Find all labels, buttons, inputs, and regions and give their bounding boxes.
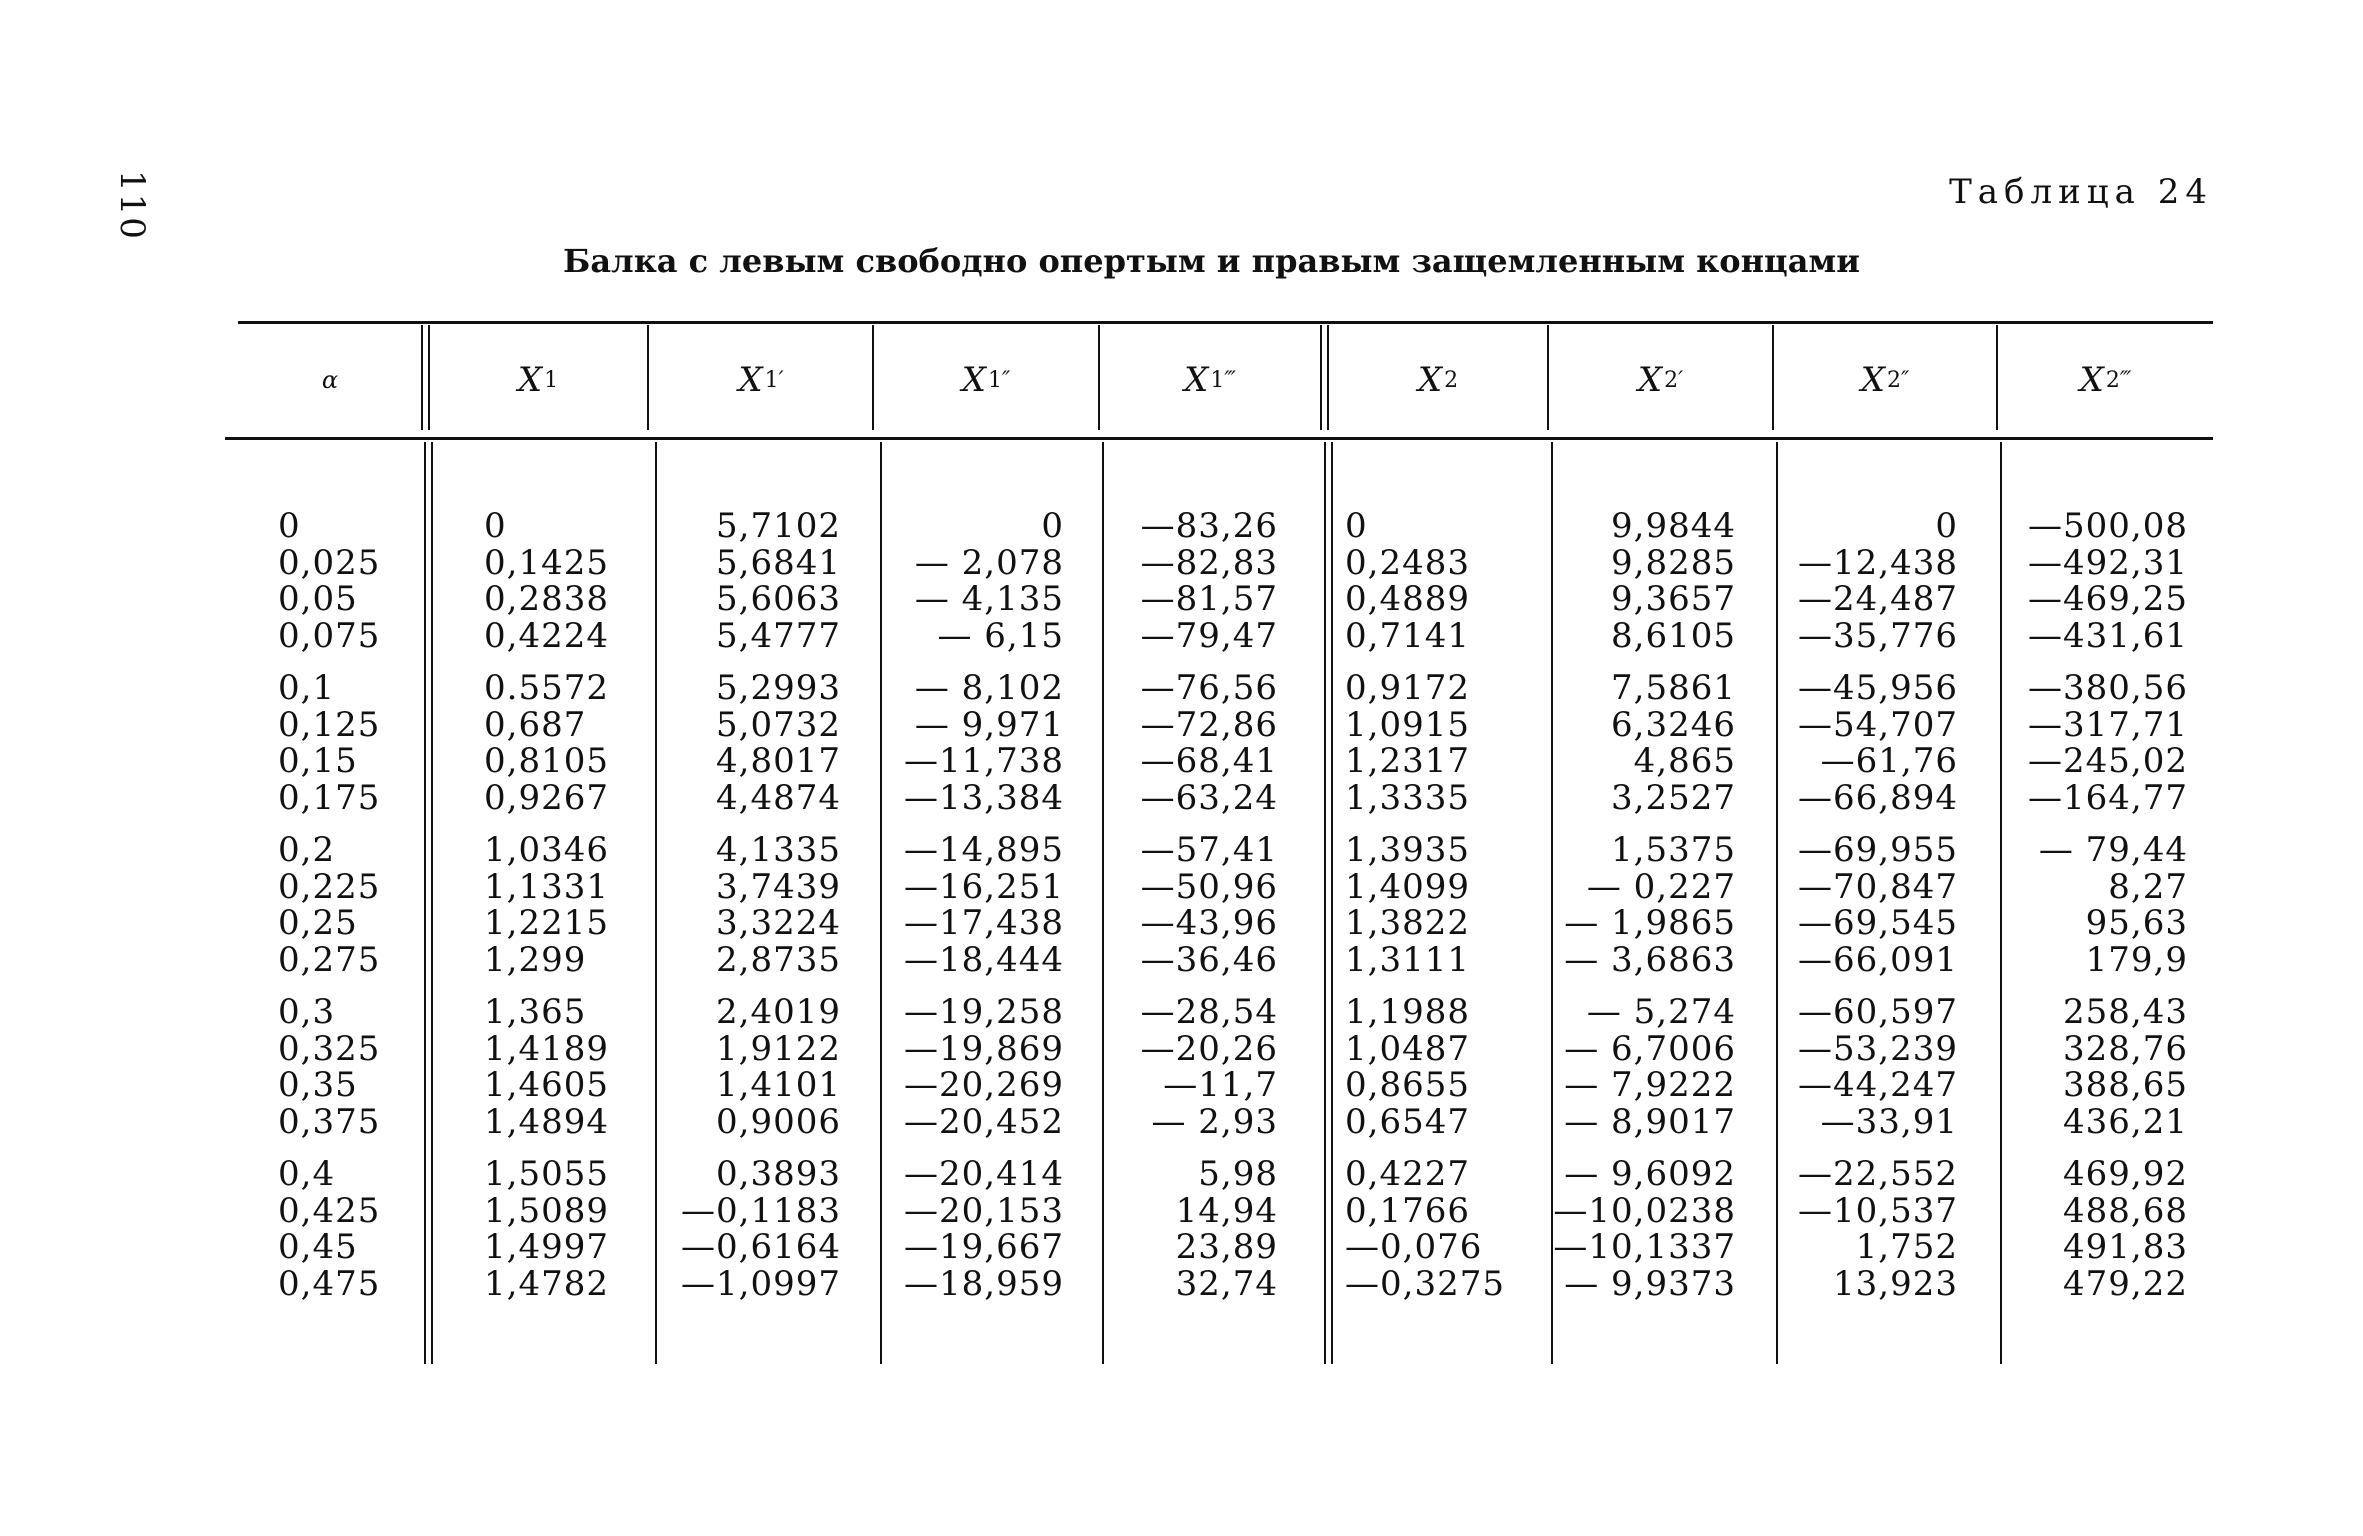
table-cell: 0,025: [278, 542, 381, 583]
table-cell: 5,4777: [716, 615, 841, 656]
column-x1: [484, 508, 609, 1318]
header-x1p-letter: X: [738, 360, 763, 400]
table-cell: 5,2993: [716, 668, 841, 708]
table-cell: —20,452: [904, 1101, 1064, 1142]
table-cell: 469,92: [2063, 1154, 2188, 1194]
column-x2-double-prime: [1798, 508, 1958, 1318]
row-group: [2028, 994, 2188, 1140]
row-group: [904, 1156, 1064, 1302]
table-cell: —79,47: [1140, 615, 1278, 656]
table-cell: —20,26: [1140, 1028, 1278, 1069]
table-cell: 0,175: [278, 777, 381, 818]
table-cell: 0,05: [278, 579, 358, 619]
row-group: [1141, 1156, 1278, 1302]
table-cell: 0,35: [278, 1065, 358, 1105]
row-group: [1798, 994, 1958, 1140]
row-group: [681, 994, 841, 1140]
header-x2-letter: X: [1417, 360, 1443, 400]
table-cell: —68,41: [1140, 741, 1278, 781]
column-x1-prime: [681, 508, 841, 1318]
table-cell: 32,74: [1175, 1263, 1278, 1304]
table-cell: 0,9006: [716, 1101, 841, 1142]
table-cell: 9,3657: [1611, 579, 1736, 619]
header-x1ppp-letter: X: [1184, 360, 1209, 400]
row-group: [1141, 670, 1278, 816]
table-cell: 0,475: [278, 1263, 381, 1304]
table-cell: —0,6164: [681, 1227, 841, 1267]
body-divider: [1102, 442, 1104, 1364]
table-cell: —72,86: [1140, 704, 1278, 745]
body-divider: [655, 442, 657, 1364]
page-number: 110: [112, 170, 152, 241]
table-cell: 0,4227: [1345, 1154, 1470, 1194]
table-cell: —22,552: [1798, 1154, 1958, 1194]
header-alpha-label: α: [321, 366, 339, 394]
body-divider: [424, 442, 426, 1364]
row-group: [904, 994, 1064, 1140]
body-divider: [2000, 442, 2002, 1364]
table-cell: —500,08: [2028, 506, 2188, 546]
header-x2-sub: 2: [1444, 367, 1459, 393]
table-cell: —245,02: [2028, 741, 2188, 781]
table-cell: —12,438: [1798, 542, 1958, 583]
table-cell: — 9,6092: [1564, 1154, 1736, 1194]
table-cell: —10,0238: [1553, 1190, 1736, 1231]
table-cell: —492,31: [2028, 542, 2188, 583]
table-cell: —81,57: [1140, 579, 1278, 619]
table-cell: —82,83: [1140, 542, 1278, 583]
table-cell: 1,5375: [1611, 830, 1736, 870]
row-group: [681, 832, 841, 978]
table-cell: 0.5572: [484, 668, 609, 708]
table-cell: —380,56: [2028, 668, 2188, 708]
header-alpha: [240, 330, 420, 430]
table-cell: 1,2317: [1345, 741, 1470, 781]
table-cell: 0,9267: [484, 777, 609, 818]
table-cell: —19,258: [904, 992, 1064, 1032]
table-cell: 0,1: [278, 668, 336, 708]
table-cell: 0,4224: [484, 615, 609, 656]
header-x1pp-mark: ″: [1002, 367, 1011, 393]
header-x2p-mark: ′: [1678, 367, 1684, 393]
table-cell: 5,98: [1198, 1154, 1278, 1194]
table-cell: 0,275: [278, 939, 381, 980]
header-x2pp-sub: 2: [1887, 367, 1901, 393]
row-group: [1345, 832, 1505, 978]
column-alpha: [278, 508, 380, 1318]
table-cell: —0,076: [1345, 1227, 1483, 1267]
table-cell: 9,8285: [1611, 542, 1736, 583]
table-cell: — 9,9373: [1564, 1263, 1736, 1304]
table-cell: —35,776: [1798, 615, 1958, 656]
header-x1ppp-mark: ‴: [1224, 367, 1236, 393]
table-cell: — 3,6863: [1564, 939, 1736, 980]
table-cell: —0,3275: [1345, 1263, 1505, 1304]
table-cell: 388,65: [2063, 1065, 2188, 1105]
table-cell: 13,923: [1833, 1263, 1958, 1304]
header-x1pp-sub: 1: [988, 367, 1002, 393]
table-cell: 1,0346: [484, 830, 609, 870]
table-cell: —60,597: [1798, 992, 1958, 1032]
row-group: [1798, 508, 1958, 654]
table-cell: 1,5055: [484, 1154, 609, 1194]
header-x1ppp-sub: 1: [1210, 367, 1225, 393]
table-cell: —45,956: [1798, 668, 1958, 708]
table-cell: 491,83: [2063, 1227, 2188, 1267]
table-cell: —164,77: [2028, 777, 2188, 818]
row-group: [1553, 832, 1736, 978]
row-group: [904, 508, 1064, 654]
row-group: [1345, 508, 1505, 654]
table-cell: 1,3822: [1345, 903, 1470, 943]
column-x1-triple-prime: [1141, 508, 1278, 1318]
table-cell: —20,153: [904, 1190, 1064, 1231]
table-cell: 0: [484, 506, 507, 546]
table-cell: — 2,93: [1151, 1101, 1278, 1142]
header-x2ppp-mark: ‴: [2119, 367, 2132, 393]
row-group: [904, 832, 1064, 978]
table-cell: —66,894: [1798, 777, 1958, 818]
table-cell: 0: [278, 506, 301, 546]
table-cell: —469,25: [2028, 579, 2188, 619]
table-cell: 4,8017: [716, 741, 841, 781]
table-cell: —57,41: [1140, 830, 1278, 870]
table-cell: 0,2838: [484, 579, 609, 619]
header-x2pp-mark: ″: [1901, 367, 1910, 393]
table-cell: —20,414: [904, 1154, 1064, 1194]
table-cell: 1,299: [484, 939, 587, 980]
header-x2-double-prime: [1774, 330, 1996, 430]
table-cell: 1,3935: [1345, 830, 1470, 870]
table-cell: —66,091: [1798, 939, 1958, 980]
table-cell: 8,6105: [1611, 615, 1736, 656]
table-cell: 1,2215: [484, 903, 609, 943]
table-cell: —16,251: [904, 866, 1064, 907]
row-group: [2028, 670, 2188, 816]
table-cell: —63,24: [1140, 777, 1278, 818]
table-cell: 258,43: [2063, 992, 2188, 1032]
table-cell: 0: [1041, 506, 1064, 546]
row-group: [1553, 994, 1736, 1140]
row-group: [484, 994, 609, 1140]
table-cell: 95,63: [2085, 903, 2188, 943]
row-group: [1798, 832, 1958, 978]
table-cell: 14,94: [1175, 1190, 1278, 1231]
header-divider: [1320, 325, 1322, 430]
table-cell: —317,71: [2028, 704, 2188, 745]
row-group: [1553, 670, 1736, 816]
table-cell: 0,325: [278, 1028, 381, 1069]
row-group: [1553, 1156, 1736, 1302]
table-cell: — 6,7006: [1564, 1028, 1736, 1069]
header-x1-sub: 1: [544, 367, 559, 393]
table-cell: —18,959: [904, 1263, 1064, 1304]
table-cell: —11,7: [1163, 1065, 1278, 1105]
table-cell: 0,687: [484, 704, 587, 745]
row-group: [681, 1156, 841, 1302]
table-cell: 0,7141: [1345, 615, 1470, 656]
table-cell: —69,955: [1798, 830, 1958, 870]
table-cell: 0,15: [278, 741, 358, 781]
table-caption: Таблица 24: [1949, 172, 2213, 212]
table-cell: 3,7439: [716, 866, 841, 907]
table-top-rule: [238, 321, 2213, 324]
table-cell: 0,25: [278, 903, 358, 943]
table-cell: — 2,078: [914, 542, 1064, 583]
row-group: [2028, 508, 2188, 654]
table-cell: —50,96: [1140, 866, 1278, 907]
header-x2: [1329, 330, 1547, 430]
row-group: [1553, 508, 1736, 654]
table-cell: 1,4997: [484, 1227, 609, 1267]
row-group: [1345, 994, 1505, 1140]
table-cell: —13,384: [904, 777, 1064, 818]
table-cell: 9,9844: [1611, 506, 1736, 546]
table-cell: 1,752: [1855, 1227, 1958, 1267]
table-cell: 0,375: [278, 1101, 381, 1142]
table-cell: — 5,274: [1586, 992, 1736, 1032]
table-cell: 4,1335: [716, 830, 841, 870]
table-cell: 1,0915: [1345, 704, 1470, 745]
column-x2-prime: [1553, 508, 1736, 1318]
header-divider: [421, 325, 423, 430]
column-x2-triple-prime: [2028, 508, 2188, 1318]
table-cell: 0,6547: [1345, 1101, 1470, 1142]
table-cell: —18,444: [904, 939, 1064, 980]
table-cell: 5,6841: [716, 542, 841, 583]
table-cell: — 8,9017: [1564, 1101, 1736, 1142]
table-cell: 5,6063: [716, 579, 841, 619]
table-cell: 1,4605: [484, 1065, 609, 1105]
row-group: [278, 1156, 380, 1302]
table-cell: —19,869: [904, 1028, 1064, 1069]
table-cell: —44,247: [1798, 1065, 1958, 1105]
table-cell: 1,3111: [1345, 939, 1470, 980]
table-cell: —76,56: [1140, 668, 1278, 708]
header-x2ppp-sub: 2: [2105, 367, 2120, 393]
table-cell: —53,239: [1798, 1028, 1958, 1069]
header-divider: [647, 325, 649, 430]
row-group: [1798, 670, 1958, 816]
table-cell: 1,9122: [716, 1028, 841, 1069]
table-cell: 0,1425: [484, 542, 609, 583]
body-divider: [880, 442, 882, 1364]
table-cell: —1,0997: [681, 1263, 841, 1304]
header-bottom-rule: [225, 437, 2213, 440]
table-cell: —11,738: [904, 741, 1064, 781]
header-x2-triple-prime: [1998, 330, 2213, 430]
table-cell: —28,54: [1140, 992, 1278, 1032]
row-group: [2028, 832, 2188, 978]
column-x1-double-prime: [904, 508, 1064, 1318]
table-cell: —10,1337: [1553, 1227, 1736, 1267]
table-cell: —19,667: [904, 1227, 1064, 1267]
table-cell: — 9,971: [914, 704, 1064, 745]
header-x1-triple-prime: [1100, 330, 1320, 430]
table-cell: 0,2483: [1345, 542, 1470, 583]
row-group: [278, 670, 380, 816]
header-x2-prime: [1549, 330, 1772, 430]
row-group: [1141, 508, 1278, 654]
table-cell: —83,26: [1140, 506, 1278, 546]
table-cell: 0,3893: [716, 1154, 841, 1194]
table-cell: —14,895: [904, 830, 1064, 870]
table-cell: 2,8735: [716, 939, 841, 980]
table-cell: 479,22: [2063, 1263, 2188, 1304]
table-cell: 1,0487: [1345, 1028, 1470, 1069]
table-cell: 1,4189: [484, 1028, 609, 1069]
row-group: [1141, 832, 1278, 978]
body-divider: [1776, 442, 1778, 1364]
table-cell: — 7,9222: [1564, 1065, 1736, 1105]
table-cell: 1,5089: [484, 1190, 609, 1231]
table-cell: — 4,135: [914, 579, 1064, 619]
header-x2p-sub: 2: [1664, 367, 1679, 393]
table-cell: —43,96: [1140, 903, 1278, 943]
table-cell: 2,4019: [716, 992, 841, 1032]
column-x2: [1345, 508, 1505, 1318]
table-cell: 0,075: [278, 615, 381, 656]
table-cell: 6,3246: [1611, 704, 1736, 745]
table-cell: 179,9: [2085, 939, 2188, 980]
table-cell: 1,1988: [1345, 992, 1470, 1032]
table-cell: 0,1766: [1345, 1190, 1470, 1231]
row-group: [904, 670, 1064, 816]
header-x1-letter: X: [517, 360, 543, 400]
table-cell: 488,68: [2063, 1190, 2188, 1231]
row-group: [484, 670, 609, 816]
header-x1-double-prime: [874, 330, 1098, 430]
table-cell: 0: [1345, 506, 1368, 546]
table-cell: 3,3224: [716, 903, 841, 943]
table-cell: 3,2527: [1611, 777, 1736, 818]
row-group: [484, 1156, 609, 1302]
table-cell: — 8,102: [914, 668, 1064, 708]
row-group: [1345, 670, 1505, 816]
table-cell: 0: [1935, 506, 1958, 546]
table-cell: —20,269: [904, 1065, 1064, 1105]
table-cell: 1,4099: [1345, 866, 1470, 907]
table-cell: 0,3: [278, 992, 336, 1032]
row-group: [1141, 994, 1278, 1140]
header-x1pp-letter: X: [961, 360, 986, 400]
table-cell: 0,9172: [1345, 668, 1470, 708]
header-x2ppp-letter: X: [2079, 360, 2104, 400]
row-group: [681, 508, 841, 654]
table-cell: 1,1331: [484, 866, 609, 907]
table-cell: — 79,44: [2038, 830, 2188, 870]
body-divider: [1331, 442, 1333, 1364]
table-title: Балка с левым свободно опертым и правым защемленным концами: [563, 242, 1860, 280]
header-x1: [430, 330, 646, 430]
table-cell: —61,76: [1820, 741, 1958, 781]
table-cell: 5,7102: [716, 506, 841, 546]
table-cell: 4,865: [1633, 741, 1736, 781]
table-cell: — 6,15: [937, 615, 1064, 656]
table-cell: 436,21: [2063, 1101, 2188, 1142]
table-cell: —24,487: [1798, 579, 1958, 619]
table-cell: 0,4: [278, 1154, 336, 1194]
table-cell: 0,45: [278, 1227, 358, 1267]
row-group: [484, 832, 609, 978]
table-cell: —54,707: [1798, 704, 1958, 745]
header-x2pp-letter: X: [1860, 360, 1885, 400]
table-cell: —70,847: [1798, 866, 1958, 907]
header-x1-prime: [650, 330, 872, 430]
table-cell: —33,91: [1820, 1101, 1958, 1142]
table-cell: —17,438: [904, 903, 1064, 943]
table-cell: —0,1183: [681, 1190, 841, 1231]
table-cell: 1,3335: [1345, 777, 1470, 818]
table-cell: 1,4101: [716, 1065, 841, 1105]
row-group: [1798, 1156, 1958, 1302]
table-cell: 7,5861: [1611, 668, 1736, 708]
row-group: [681, 670, 841, 816]
row-group: [1345, 1156, 1505, 1302]
row-group: [278, 832, 380, 978]
row-group: [484, 508, 609, 654]
table-cell: 1,4782: [484, 1263, 609, 1304]
table-cell: 5,0732: [716, 704, 841, 745]
table-cell: 0,125: [278, 704, 381, 745]
row-group: [2028, 1156, 2188, 1302]
row-group: [278, 994, 380, 1140]
table-cell: 0,8655: [1345, 1065, 1470, 1105]
table-cell: 0,425: [278, 1190, 381, 1231]
header-x2p-letter: X: [1637, 360, 1663, 400]
table-cell: 0,2: [278, 830, 336, 870]
table-cell: 0,4889: [1345, 579, 1470, 619]
table-cell: —10,537: [1798, 1190, 1958, 1231]
table-cell: 1,365: [484, 992, 587, 1032]
header-x1p-mark: ′: [778, 367, 784, 393]
table-cell: 8,27: [2108, 866, 2188, 907]
table-cell: 4,4874: [716, 777, 841, 818]
body-divider: [431, 442, 433, 1364]
table-cell: —36,46: [1140, 939, 1278, 980]
table-cell: 328,76: [2063, 1028, 2188, 1069]
table-cell: —69,545: [1798, 903, 1958, 943]
table-cell: 1,4894: [484, 1101, 609, 1142]
table-cell: 0,8105: [484, 741, 609, 781]
table-cell: — 1,9865: [1564, 903, 1736, 943]
table-cell: 23,89: [1175, 1227, 1278, 1267]
table-cell: — 0,227: [1586, 866, 1736, 907]
table-cell: —431,61: [2028, 615, 2188, 656]
row-group: [278, 508, 380, 654]
table-cell: 0,225: [278, 866, 381, 907]
header-x1p-sub: 1: [764, 367, 779, 393]
body-divider: [1324, 442, 1326, 1364]
